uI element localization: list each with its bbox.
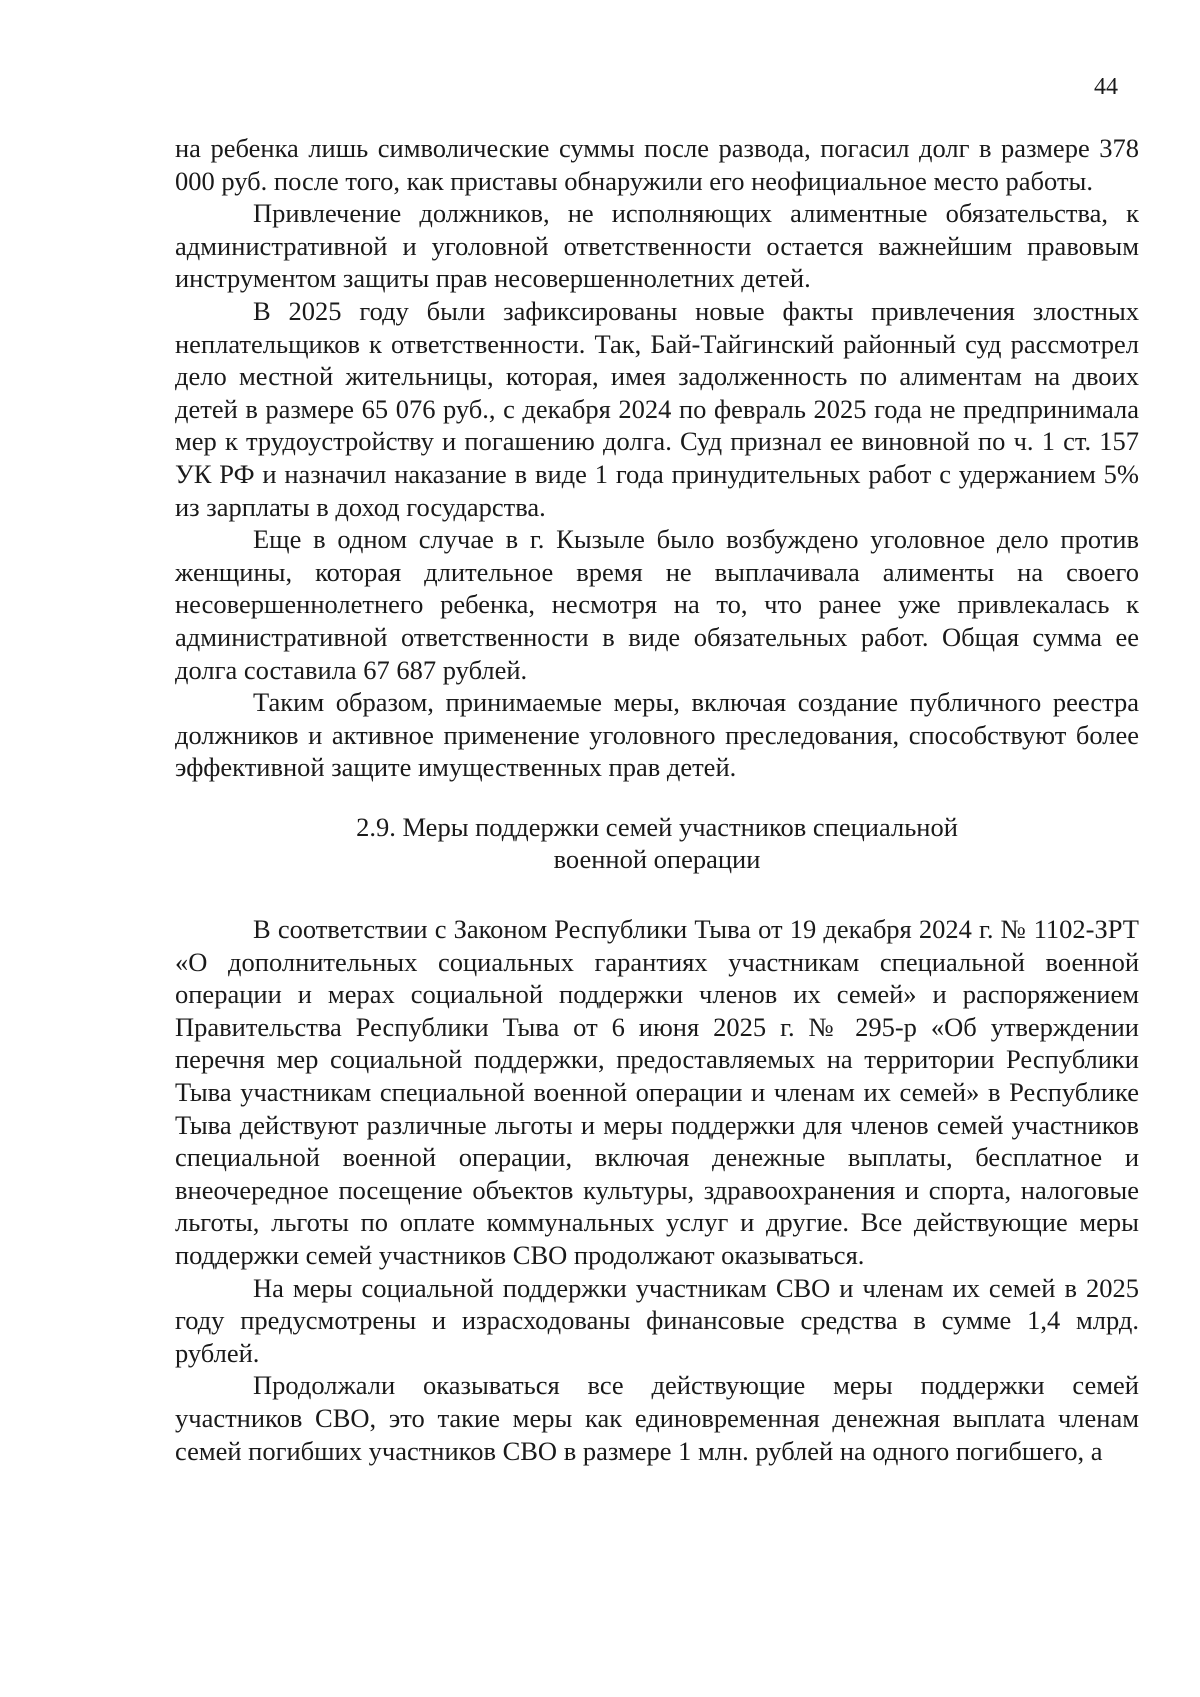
- document-body: [175, 132, 1139, 1467]
- section-heading-line-2: военной операции: [553, 844, 761, 875]
- paragraph-liability: Привлечение должников, не исполняющих алиментные обязательства, к административной и уголовной ответственности остается важнейшим правовым инструментом защиты прав несовершеннолетних детей.: [175, 198, 1139, 294]
- section-heading-line-1: 2.9. Меры поддержки семей участников специальной: [356, 811, 958, 842]
- page-number: 44: [1094, 74, 1118, 100]
- paragraph-conclusion: Таким образом, принимаемые меры, включая создание публичного реестра должников и активное применение уголовного преследования, способствуют более эффективной защите имущественных прав детей.: [175, 687, 1139, 783]
- paragraph-funding: На меры социальной поддержки участникам СВО и членам их семей в 2025 году предусмотрены и израсходованы финансовые средства в сумме 1,4 млрд. рублей.: [175, 1272, 1139, 1368]
- paragraph-support-measures: Продолжали оказываться все действующие меры поддержки семей участников СВО, это такие меры как единовременная денежная выплата членам семей погибших участников СВО в размере 1 млн. рублей на одного погибшего, а: [175, 1370, 1139, 1466]
- paragraph-law-reference: В соответствии с Законом Республики Тыва от 19 декабря 2024 г. № 1102-ЗРТ «О дополнительных социальных гарантиях участникам специальной военной операции и мерах социальной поддержки членов их семей» и распоряжением Правительства Республики Тыва от 6 июня 2025 г. № 295-р «Об утверждении перечня мер социальной поддержки, предоставляемых на территории Республики Тыва участникам специальной военной операции и членам их семей» в Республике Тыва действуют различные льготы и меры поддержки для членов семей участников специальной военной операции, включая денежные выплаты, бесплатное и внеочередное посещение объектов культуры, здравоохранения и спорта, налоговые льготы, льготы по оплате коммунальных услуг и другие. Все действующие меры поддержки семей участников СВО продолжают оказываться.: [175, 914, 1139, 1270]
- paragraph-kyzyl-case: Еще в одном случае в г. Кызыле было возбуждено уголовное дело против женщины, которая длительное время не выплачивала алименты на своего несовершеннолетнего ребенка, несмотря на то, что ранее уже привлекалась к административной ответственности в виде обязательных работ. Общая сумма ее долга составила 67 687 рублей.: [175, 524, 1139, 685]
- section-heading: [175, 811, 1139, 876]
- paragraph-continuation: на ребенка лишь символические суммы после развода, погасил долг в размере 378 000 руб. после того, как приставы обнаружили его неофициальное место работы.: [175, 133, 1139, 196]
- paragraph-bai-taiga-case: В 2025 году были зафиксированы новые факты привлечения злостных неплательщиков к ответственности. Так, Бай-Тайгинский районный суд рассмотрел дело местной жительницы, которая, имея задолженность по алиментам на двоих детей в размере 65 076 руб., с декабря 2024 по февраль 2025 года не предпринимала мер к трудоустройству и погашению долга. Суд признал ее виновной по ч. 1 ст. 157 УК РФ и назначил наказание в виде 1 года принудительных работ с удержанием 5% из зарплаты в доход государства.: [175, 295, 1139, 522]
